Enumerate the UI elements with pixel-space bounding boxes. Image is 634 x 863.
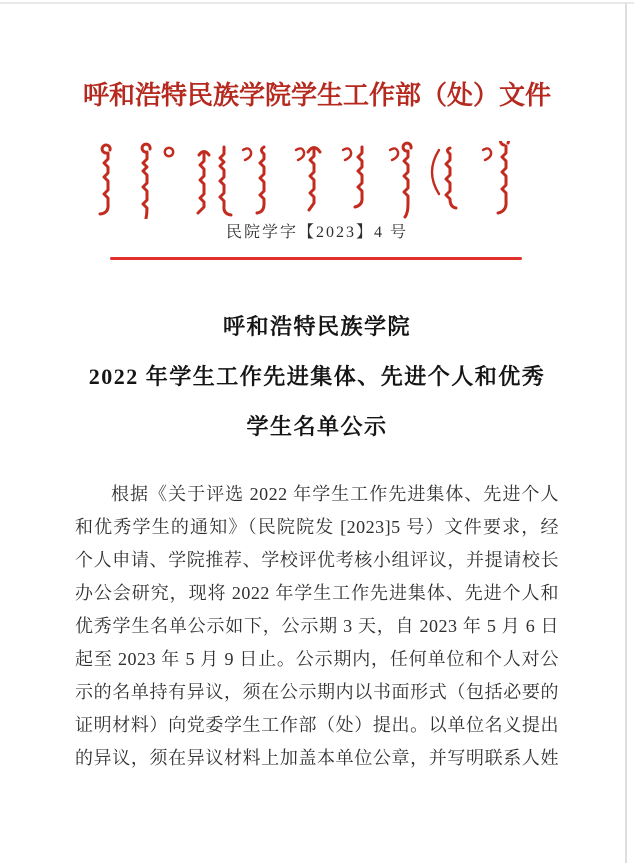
mongolian-mark	[165, 148, 173, 156]
mongolian-word	[142, 144, 150, 219]
document-title	[40, 302, 594, 452]
body-line: 示的名单持有异议，须在公示期内以书面形式（包括必要的	[75, 682, 559, 702]
mongolian-word	[198, 152, 209, 214]
body-line: 根据《关于评选 2022 年学生工作先进集体、先进个人	[111, 484, 559, 504]
mongolian-script	[98, 141, 518, 219]
mongolian-word	[446, 148, 456, 208]
document-number: 民院学字【2023】4 号	[225, 224, 408, 241]
mongolian-mark	[243, 148, 251, 160]
title-line-1: 呼和浩特民族学院	[222, 314, 411, 339]
mongolian-paren	[432, 150, 439, 194]
page-right-edge	[625, 3, 627, 863]
title-line-3: 学生名单公示	[246, 414, 388, 439]
body-line: 和优秀学生的通知》（民院院发 [2023]5 号）文件要求，经	[75, 517, 559, 537]
body-line: 个人申请、学院推荐、学校评优考核小组评议，并提请校长	[75, 550, 559, 570]
mongolian-word	[308, 148, 320, 211]
mongolian-word	[403, 143, 411, 217]
title-line-2: 2022 年学生工作先进集体、先进个人和优秀	[88, 364, 546, 389]
mongolian-mark	[343, 148, 351, 160]
mongolian-word	[498, 141, 509, 213]
body-line: 证明材料）向党委学生工作部（处）提出。以单位名义提出	[75, 715, 559, 735]
mongolian-mark	[296, 148, 304, 160]
body-line: 优秀学生名单公示如下，公示期 3 天，自 2023 年 5 月 6 日	[75, 616, 559, 636]
mongolian-mark	[390, 148, 398, 160]
body-line: 办公会研究，现将 2022 年学生工作先进集体、先进个人和	[75, 583, 559, 603]
body-paragraph	[75, 478, 559, 775]
mongolian-word	[100, 145, 110, 214]
red-header-title: 呼和浩特民族学院学生工作部（处）文件	[82, 81, 551, 110]
body-line: 起至 2023 年 5 月 9 日止。公示期内，任何单位和个人对公	[75, 649, 559, 669]
mongolian-mark	[483, 148, 491, 160]
body-line: 的异议，须在异议材料上加盖本单位公章，并写明联系人姓	[75, 748, 559, 768]
page-top-edge	[0, 2, 634, 4]
mongolian-word	[257, 147, 264, 213]
mongolian-word	[355, 147, 362, 207]
red-separator-line	[110, 257, 522, 260]
mongolian-word	[220, 147, 231, 215]
